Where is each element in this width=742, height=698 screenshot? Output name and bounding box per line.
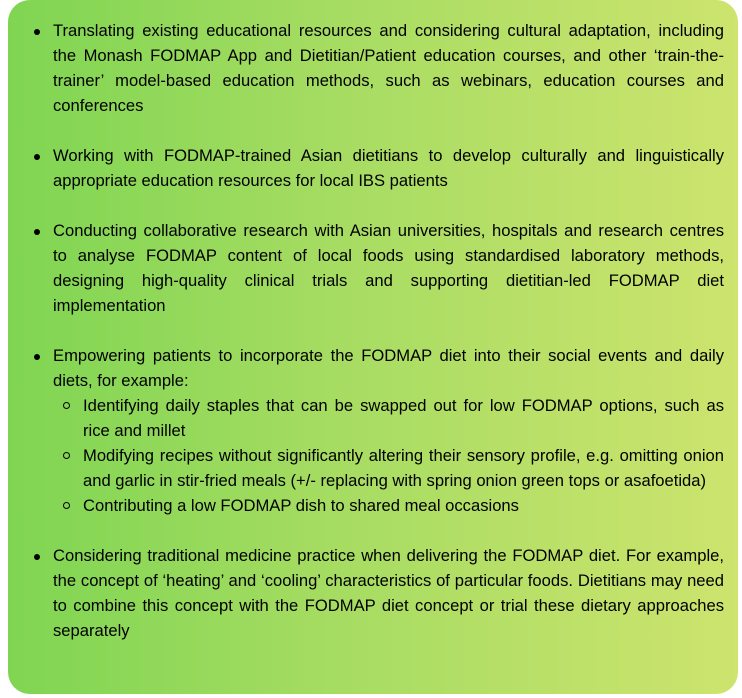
circle-bullet-icon — [63, 452, 70, 459]
list-item-text: Translating existing educational resources and considering cultural adaptation, including the Monash FODMAP App and Dietitian/Patient education courses, and other ‘train-the-trainer’ model-based education methods, such as webinars, education courses and conferences — [53, 21, 724, 115]
sub-list-item — [63, 393, 724, 443]
list-item-text: Empowering patients to incorporate the FODMAP diet into their social events and daily diets, for example: — [53, 346, 724, 390]
list-item — [34, 18, 724, 118]
sub-list-item-text: Contributing a low FODMAP dish to shared meal occasions — [83, 496, 519, 515]
sub-list-item — [63, 443, 724, 493]
sub-list-item-text: Modifying recipes without significantly altering their sensory profile, e.g. omitting onion and garlic in stir-fried meals (+/- replacing with spring onion green tops or asafoetida) — [83, 446, 724, 490]
list-item-text: Working with FODMAP-trained Asian dietitians to develop culturally and linguistically appropriate education resources for local IBS patients — [53, 146, 724, 190]
list-item-text: Conducting collaborative research with Asian universities, hospitals and research centres to analyse FODMAP content of local foods using standardised laboratory methods, designing high-quality clinical trials and supporting dietitian-led FODMAP diet implementation — [53, 221, 724, 315]
list-item-text: Considering traditional medicine practice when delivering the FODMAP diet. For example, the concept of ‘heating’ and ‘cooling’ characteristics of particular foods. Dietitians may need to combine this concept with the FODMAP diet concept or trial these dietary approaches separately — [53, 546, 724, 640]
list-item — [34, 218, 724, 318]
circle-bullet-icon — [63, 402, 70, 409]
list-item — [34, 143, 724, 193]
content-panel — [8, 0, 738, 694]
bullet-icon — [34, 554, 40, 560]
sub-list-item-text: Identifying daily staples that can be swapped out for low FODMAP options, such as rice and millet — [83, 396, 724, 440]
bullet-icon — [34, 229, 40, 235]
circle-bullet-icon — [63, 502, 70, 509]
bullet-icon — [34, 29, 40, 35]
list-item — [34, 543, 724, 643]
sub-list — [53, 393, 724, 518]
list-item — [34, 343, 724, 518]
bullet-list — [34, 18, 724, 643]
sub-list-item — [63, 493, 724, 518]
bullet-icon — [34, 154, 40, 160]
bullet-icon — [34, 354, 40, 360]
